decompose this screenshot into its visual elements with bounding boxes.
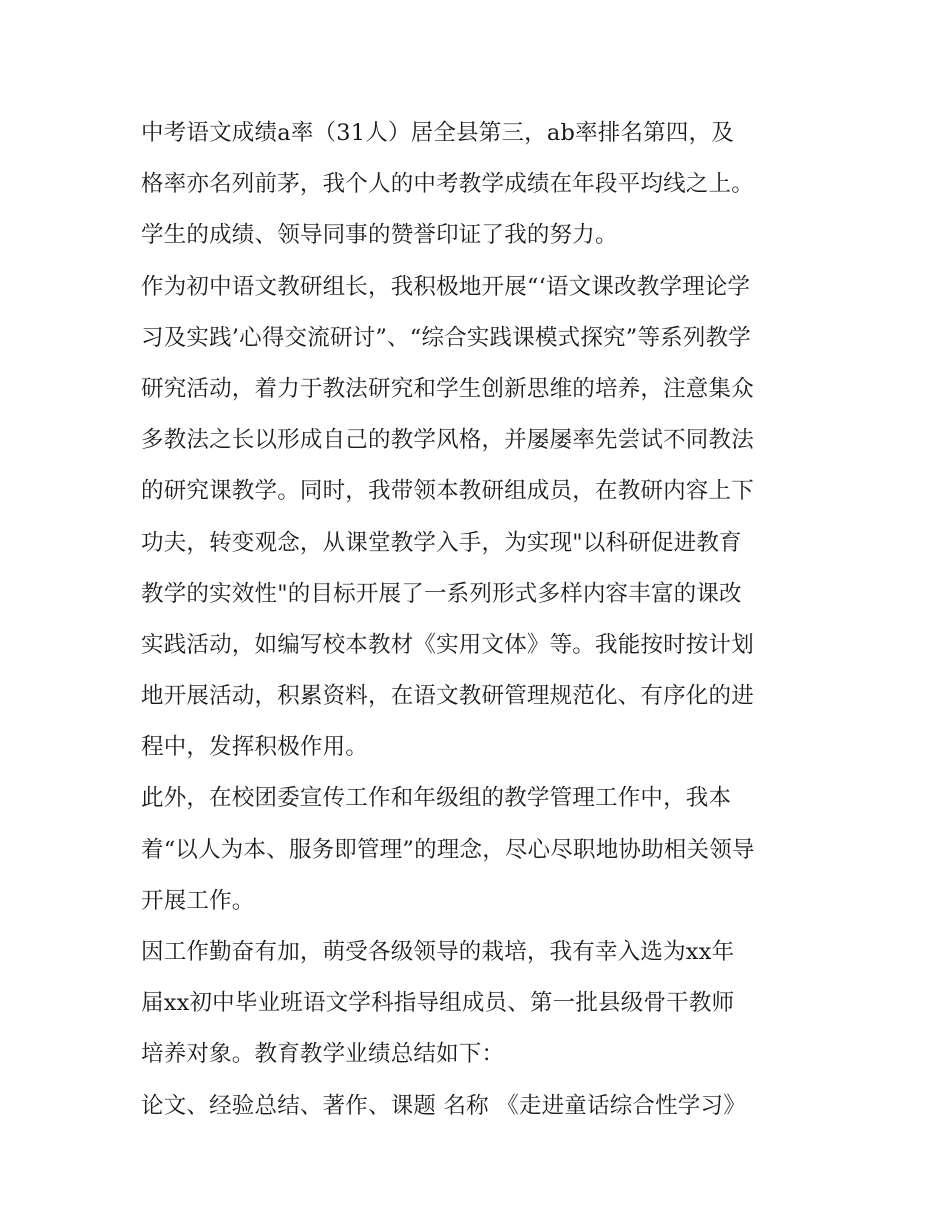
text-line: 格率亦名列前茅，我个人的中考教学成绩在年段平均线之上。 — [141, 171, 754, 198]
text-line: 着“以人为本、服务即管理”的理念，尽心尽职地协助相关领导 — [141, 836, 755, 863]
text-line: 习及实践’心得交流研讨”、“综合实践课模式探究”等系列教学 — [141, 324, 751, 351]
text-line: 作为初中语文教研组长，我积极地开展“‘语文课改教学理论学 — [141, 273, 751, 300]
body-text — [141, 108, 821, 1132]
text-line: 中考语文成绩a率（31人）居全县第三，ab率排名第四，及 — [141, 120, 734, 146]
text-line: 此外，在校团委宣传工作和年级组的教学管理工作中，我本 — [141, 785, 732, 812]
text-line: 届xx初中毕业班语文学科指导组成员、第一批县级骨干教师 — [141, 990, 735, 1017]
text-line: 程中，发挥积极作用。 — [141, 734, 369, 761]
text-line: 地开展活动，积累资料，在语文教研管理规范化、有序化的进 — [141, 683, 754, 710]
text-line: 研究活动，着力于教法研究和学生创新思维的培养，注意集众 — [141, 375, 754, 402]
text-line: 开展工作。 — [141, 887, 255, 914]
text-line: 多教法之长以形成自己的教学风格，并屡屡率先尝试不同教法 — [141, 427, 754, 454]
text-line: 学生的成绩、领导同事的赞誉印证了我的努力。 — [141, 222, 618, 249]
text-line: 培养对象。教育教学业绩总结如下： — [141, 1041, 505, 1068]
text-line: 实践活动，如编写校本教材《实用文体》等。我能按时按计划 — [141, 631, 754, 658]
text-line: 因工作勤奋有加，萌受各级领导的栽培，我有幸入选为xx年 — [141, 939, 735, 965]
text-line: 功夫，转变观念，从课堂教学入手，为实现"以科研促进教育 — [141, 529, 742, 556]
text-line: 论文、经验总结、著作、课题 名称 《走进童话综合性学习》 — [141, 1092, 746, 1119]
text-line: 的研究课教学。同时，我带领本教研组成员，在教研内容上下 — [141, 478, 754, 505]
text-line: 教学的实效性"的目标开展了一系列形式多样内容丰富的课改 — [141, 580, 742, 607]
